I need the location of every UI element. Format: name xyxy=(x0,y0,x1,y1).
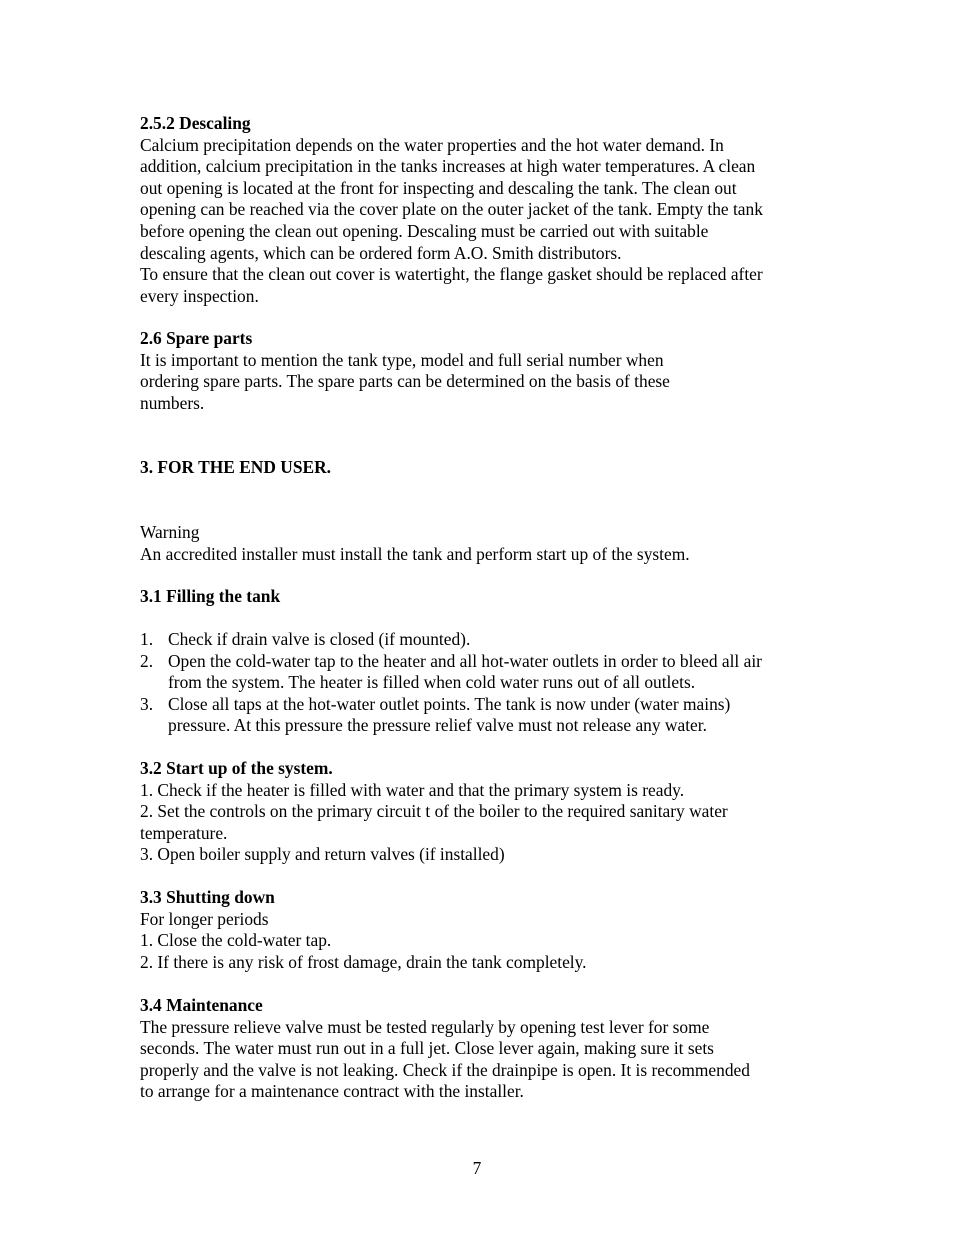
section-warning xyxy=(140,522,830,565)
section-filling xyxy=(140,586,830,608)
list-item xyxy=(140,694,830,737)
descaling-line-2: addition, calcium precipitation in the tanks increases at high water temperatures. A clean xyxy=(140,156,756,177)
section-startup xyxy=(140,758,830,866)
heading-maintenance: 3.4 Maintenance xyxy=(140,995,263,1015)
descaling-line-4: opening can be reached via the cover plate on the outer jacket of the tank. Empty the tank xyxy=(140,199,763,220)
list-item-number: 3. xyxy=(140,693,154,714)
descaling-line-5: before opening the clean out opening. Descaling must be carried out with suitable xyxy=(140,220,709,241)
heading-spare-parts: 2.6 Spare parts xyxy=(140,328,253,348)
maintenance-line-2: seconds. The water must run out in a full jet. Close lever again, making sure it sets xyxy=(140,1038,714,1059)
list-item xyxy=(140,651,830,694)
shutdown-line-2: 1. Close the cold-water tap. xyxy=(140,930,332,951)
startup-line-2: 2. Set the controls on the primary circuit t of the boiler to the required sanitary water xyxy=(140,801,728,822)
descaling-line-1: Calcium precipitation depends on the water properties and the hot water demand. In xyxy=(140,134,724,155)
section-end-user xyxy=(140,457,830,479)
list-item-text: Open the cold-water tap to the heater and all hot-water outlets in order to bleed all air xyxy=(168,650,762,671)
heading-filling: 3.1 Filling the tank xyxy=(140,586,281,606)
list-item-text: Close all taps at the hot-water outlet points. The tank is now under (water mains) xyxy=(168,693,731,714)
list-item-text: Check if drain valve is closed (if mounted). xyxy=(168,629,471,649)
warning-text: An accredited installer must install the tank and perform start up of the system. xyxy=(140,543,690,564)
spare-parts-line-3: numbers. xyxy=(140,392,205,413)
section-maintenance xyxy=(140,995,830,1103)
shutdown-line-1: For longer periods xyxy=(140,908,269,929)
warning-label: Warning xyxy=(140,522,200,542)
section-descaling xyxy=(140,113,830,307)
descaling-line-8: every inspection. xyxy=(140,285,259,306)
maintenance-line-1: The pressure relieve valve must be tested regularly by opening test lever for some xyxy=(140,1016,710,1037)
startup-line-3: temperature. xyxy=(140,822,228,843)
descaling-line-6: descaling agents, which can be ordered form A.O. Smith distributors. xyxy=(140,242,622,263)
list-item-number: 1. xyxy=(140,629,154,649)
list-item-text: pressure. At this pressure the pressure relief valve must not release any water. xyxy=(168,715,707,736)
list-item xyxy=(140,629,830,651)
heading-startup: 3.2 Start up of the system. xyxy=(140,758,333,778)
list-item-text: from the system. The heater is filled when cold water runs out of all outlets. xyxy=(168,672,696,693)
startup-line-4: 3. Open boiler supply and return valves (if installed) xyxy=(140,844,505,865)
spare-parts-line-2: ordering spare parts. The spare parts can be determined on the basis of these xyxy=(140,371,670,392)
filling-list xyxy=(140,629,830,737)
descaling-line-7: To ensure that the clean out cover is watertight, the flange gasket should be replaced after xyxy=(140,264,763,285)
shutdown-line-3: 2. If there is any risk of frost damage, drain the tank completely. xyxy=(140,951,587,972)
heading-descaling: 2.5.2 Descaling xyxy=(140,113,251,133)
page-number: 7 xyxy=(472,1158,482,1178)
section-shutdown xyxy=(140,887,830,973)
heading-shutdown: 3.3 Shutting down xyxy=(140,887,275,907)
maintenance-line-3: properly and the valve is not leaking. Check if the drainpipe is open. It is recommended xyxy=(140,1059,750,1080)
list-item-number: 2. xyxy=(140,650,154,671)
section-spare-parts xyxy=(140,328,830,414)
heading-end-user: 3. FOR THE END USER. xyxy=(140,457,332,477)
spare-parts-line-1: It is important to mention the tank type, model and full serial number when xyxy=(140,349,664,370)
startup-line-1: 1. Check if the heater is filled with water and that the primary system is ready. xyxy=(140,779,685,800)
maintenance-line-4: to arrange for a maintenance contract with the installer. xyxy=(140,1081,524,1102)
descaling-line-3: out opening is located at the front for inspecting and descaling the tank. The clean out xyxy=(140,177,737,198)
